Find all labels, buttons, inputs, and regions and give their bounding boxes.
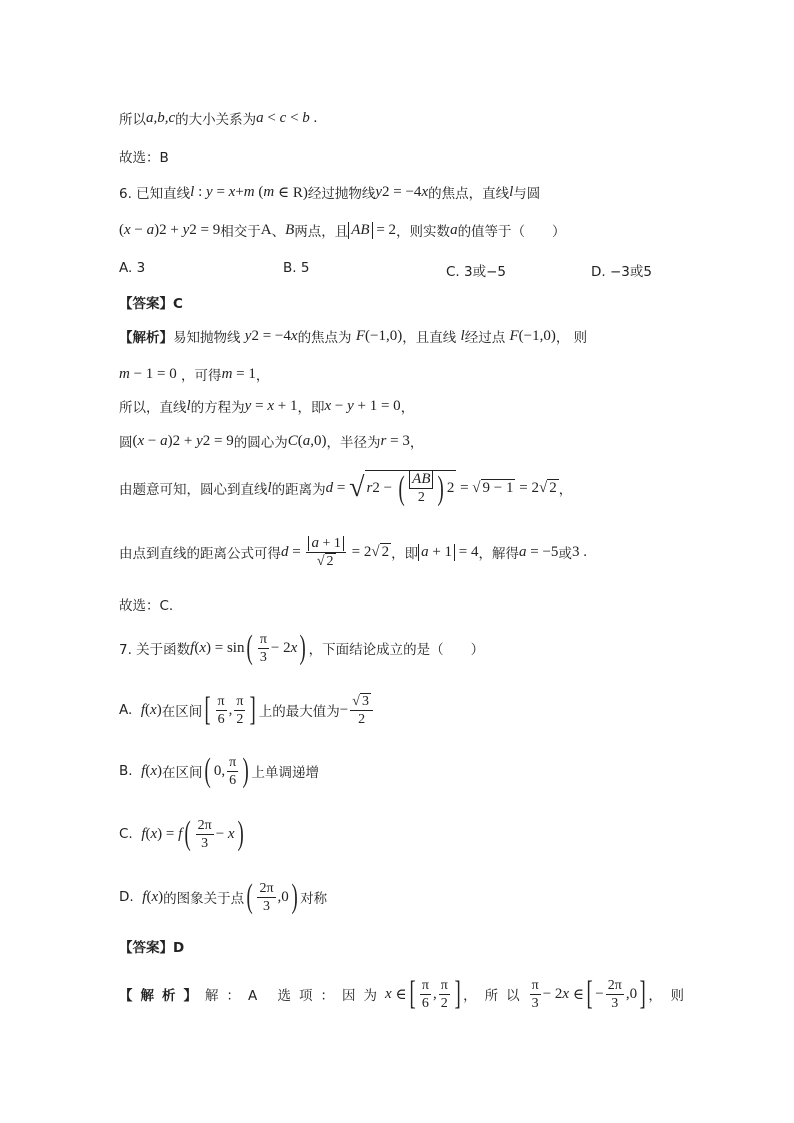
question-7-option-c: C. f ( x ) = f ( $\frac{2\pi}{3}$ − x ) (119, 815, 244, 852)
question-6-explanation-line4: 圆 ( x − a ) 2 + y 2 = 9 的圆心为 C ( a ,0) ，半径为 r = 3 ， (119, 432, 424, 451)
question-6-answer: 【答案】C (119, 296, 183, 312)
question-6-explanation-line3: 所以，直线 l 的方程为 y = x + 1 ，即 x − y + 1 = 0 ， (119, 397, 415, 416)
question-7-option-b: B. f ( x ) 在区间 ( 0, $\frac{\pi}{6}$ ) 上单调递增 (119, 752, 319, 789)
question-6-option-b: B. 5 (283, 260, 310, 276)
question-7-stem: 7. 关于函数 f ( x ) = sin ( $\frac{\pi}{3}$ − 2 x ) ，下面结论成立的是（ ） (119, 629, 485, 666)
question-7-answer: 【答案】D (119, 940, 185, 956)
question-6-stem-line1: 6. 已知直线 l : y = x + m ( m ∈ R) 经过抛物线 y 2 = −4 x 的焦点，直线 l 与圆 (119, 183, 541, 202)
text-line-abc-relation: 所以 a,b,c 的大小关系为 a < c < b . (119, 109, 318, 128)
question-6-explanation-line5: 由题意可知，圆心到直线 l 的距离为 d = √ r 2 − ( $\frac{AB}{2}$ ) 2 = √ 9 − 1 = 2√ 2 ， (119, 469, 573, 507)
question-6-explanation-line1: 【解析】 易知抛物线 y 2 = −4 x 的焦点为 F (−1,0) ，且直线 l 经过点 F (−1,0) ， 则 (119, 327, 588, 346)
choice-line-b: 故选：B (119, 150, 169, 166)
question-6-option-d: D. −3或5 (591, 264, 652, 280)
question-6-explanation-line6: 由点到直线的距离公式可得 d = $\frac{a + 1}{√ 2}$ = 2√ 2 ，即 a + 1 = 4 ，解得 a = −5 或 3 . (119, 534, 587, 569)
question-7-option-a: A. f ( x ) 在区间 [ $\frac{\pi}{6}$ , $\frac{\pi}{2}$ ] 上的最大值为 − $\frac{√ 3}{2}$ (119, 688, 375, 732)
question-6-stem-line2: ( x − a ) 2 + y 2 = 9 相交于 A 、 B 两点，且 AB = 2 ，则实数 a 的值等于（ ） (119, 221, 566, 240)
question-6-option-a: A. 3 (119, 260, 146, 276)
question-6-choose: 故选：C. (119, 598, 174, 614)
question-6-option-c: C. 3或−5 (446, 264, 506, 280)
question-7-option-d: D. f ( x ) 的图象关于点 ( $\frac{2\pi}{3}$ ,0 ) 对称 (119, 878, 328, 915)
question-6-explanation-line2: m − 1 = 0 ，可得 m = 1 ， (119, 365, 270, 384)
question-7-explanation-line1: 【解析】 解：A 选项：因为 x ∈ [ $\frac{\pi}{6}$ , $\frac{\pi}{2}$ ] ，所以 $\frac{\pi}{3}$ − 2 x ∈ [ − $\frac{2\pi}{3}$ ,0 ] ， 则 (119, 975, 684, 1012)
